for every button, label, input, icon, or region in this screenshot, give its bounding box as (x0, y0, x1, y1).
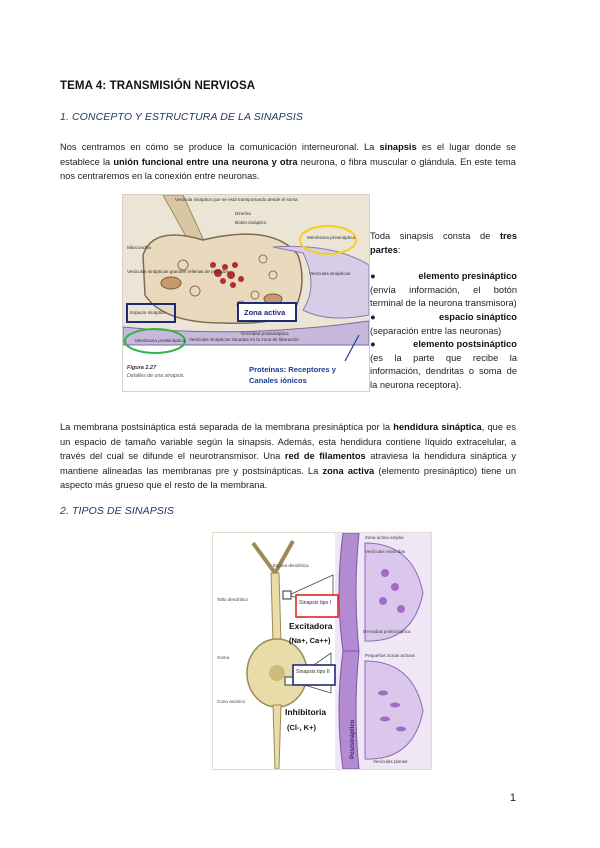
cleft-text-2: , que es un espacio de tamaño variable según la sinapsis. Además, esta hendidura contiene líquido extracelular, a través del cual se difunde el neurotransmisor. Una (60, 422, 516, 462)
label-vesicles: Vesículas sinápticas (309, 271, 351, 276)
label-wide-active-zone: Zona activa amplia (365, 535, 404, 540)
label-dendritic-shaft: Tallo dendrítico (217, 597, 248, 602)
cleft-bold-1: hendidura sináptica (393, 422, 482, 432)
section-1-heading: 1. CONCEPTO Y ESTRUCTURA DE LA SINAPSIS (60, 111, 303, 123)
label-round-vesicles: Vesículas redondas (365, 549, 406, 554)
intro-text-2: es el lugar donde se establece la (60, 142, 516, 167)
label-flat-vesicles: Vesículas planas (373, 759, 408, 764)
part-item-1 (370, 270, 517, 284)
label-large-vesicles: Vesículas sinápticas grandes rellenas de péptidos (127, 269, 229, 274)
synapse-diagram (123, 195, 369, 391)
label-synaptic-space: Espacio sináptico (130, 310, 166, 315)
part-term-1: elemento presináptico (418, 271, 517, 282)
label-inhibitory: Inhibitoria (285, 707, 327, 717)
part-term-3: elemento postsináptico (413, 339, 517, 350)
intro-paragraph (60, 140, 516, 184)
synapse-parts-list (370, 230, 517, 393)
label-vesicle-transport: Vesícula sináptica que se está transportando desde el soma (175, 197, 298, 202)
cleft-text-4: (elemento presináptico) tiene un aspecto más grueso que el resto de la membrana. (60, 465, 517, 491)
label-postsynaptic-density-2: Densidad postsináptica (363, 629, 411, 634)
synapse-structure-figure (122, 194, 370, 392)
cleft-paragraph (60, 420, 516, 493)
figure-number: Figura 2.27 (127, 365, 157, 371)
synapse-types-figure (212, 532, 432, 770)
synapse-types-diagram (213, 533, 431, 769)
label-dineina: Dineína (235, 211, 251, 216)
label-postsynaptic-density: Densidad postsináptica (241, 331, 289, 336)
label-release-vesicles: Vesículas sinápticas situadas en la zona de liberación (189, 337, 299, 342)
part-desc-3: (es la parte que recibe la información, dendritas o soma de la neurona receptora). (370, 352, 517, 390)
label-presynaptic-membrane: Membrana presináptica (307, 235, 356, 240)
label-proteins-1: Proteínas: Receptores y (249, 365, 336, 374)
parts-intro: Toda sinapsis consta de (370, 231, 500, 241)
bullet-icon: ● (370, 311, 376, 322)
part-desc-1: (envía información, el botón terminal de la neurona transmisora) (370, 284, 517, 309)
label-axon-hillock: Cono axónico (217, 699, 246, 704)
parts-intro-bold: tres partes (370, 231, 517, 255)
label-soma: Soma (217, 655, 230, 660)
cleft-bold-3: zona activa (322, 465, 375, 476)
label-small-active-zones: Pequeñas zonas activas (365, 653, 415, 658)
part-term-2: espacio sináptico (438, 311, 517, 322)
intro-bold-2: unión funcional entre una neurona y otra (113, 156, 298, 167)
label-synapse-type-1: Sinapsis tipo I (299, 600, 332, 606)
intro-bold-1: sinapsis (379, 142, 417, 152)
figure-caption: Detalles de una sinapsis. (127, 373, 185, 379)
cleft-text-3: atraviesa la hendidura sináptica y mantiene alineadas las membranas pre y postsinápticas. La (60, 451, 517, 476)
label-excitatory-ions: (Na+, Ca++) (289, 636, 331, 645)
cleft-text-1: La membrana postsináptica está separada de la membrana presináptica por la (60, 422, 394, 432)
intro-text-3: neurona, o fibra muscular o glándula. En este tema nos centraremos en la conexión entre neuronas. (60, 156, 516, 182)
part-desc-2: (separación entre las neuronas) (370, 325, 502, 336)
intro-text-1: Nos centramos en cómo se produce la comunicación interneuronal. La (60, 142, 380, 152)
page-number: 1 (509, 792, 516, 804)
bullet-icon: ● (370, 271, 376, 282)
label-mitocondria: Mitocondria (127, 245, 151, 250)
section-2-heading: 2. TIPOS DE SINAPSIS (60, 505, 175, 517)
label-postsynaptic: Postsináptico (350, 719, 356, 759)
parts-intro-end: : (397, 244, 401, 255)
cleft-bold-2: red de filamentos (284, 451, 366, 462)
label-boton: Botón sináptico (235, 220, 267, 225)
label-zona-activa: Zona activa (244, 308, 286, 317)
part-item-2 (370, 311, 517, 325)
label-synapse-type-2: Sinapsis tipo II (296, 669, 330, 675)
bullet-icon: ● (370, 339, 376, 350)
page-title: TEMA 4: TRANSMISIÓN NERVIOSA (60, 80, 256, 92)
part-item-3 (370, 338, 517, 352)
label-proteins-2: Canales iónicos (249, 376, 307, 385)
label-postsynaptic-membrane: Membrana postsináptica (135, 338, 186, 343)
label-inhibitory-ions: (Cl-, K+) (287, 723, 316, 732)
label-excitatory: Excitadora (289, 621, 333, 631)
label-dendritic-spine: Espina dendrítica (273, 563, 309, 568)
